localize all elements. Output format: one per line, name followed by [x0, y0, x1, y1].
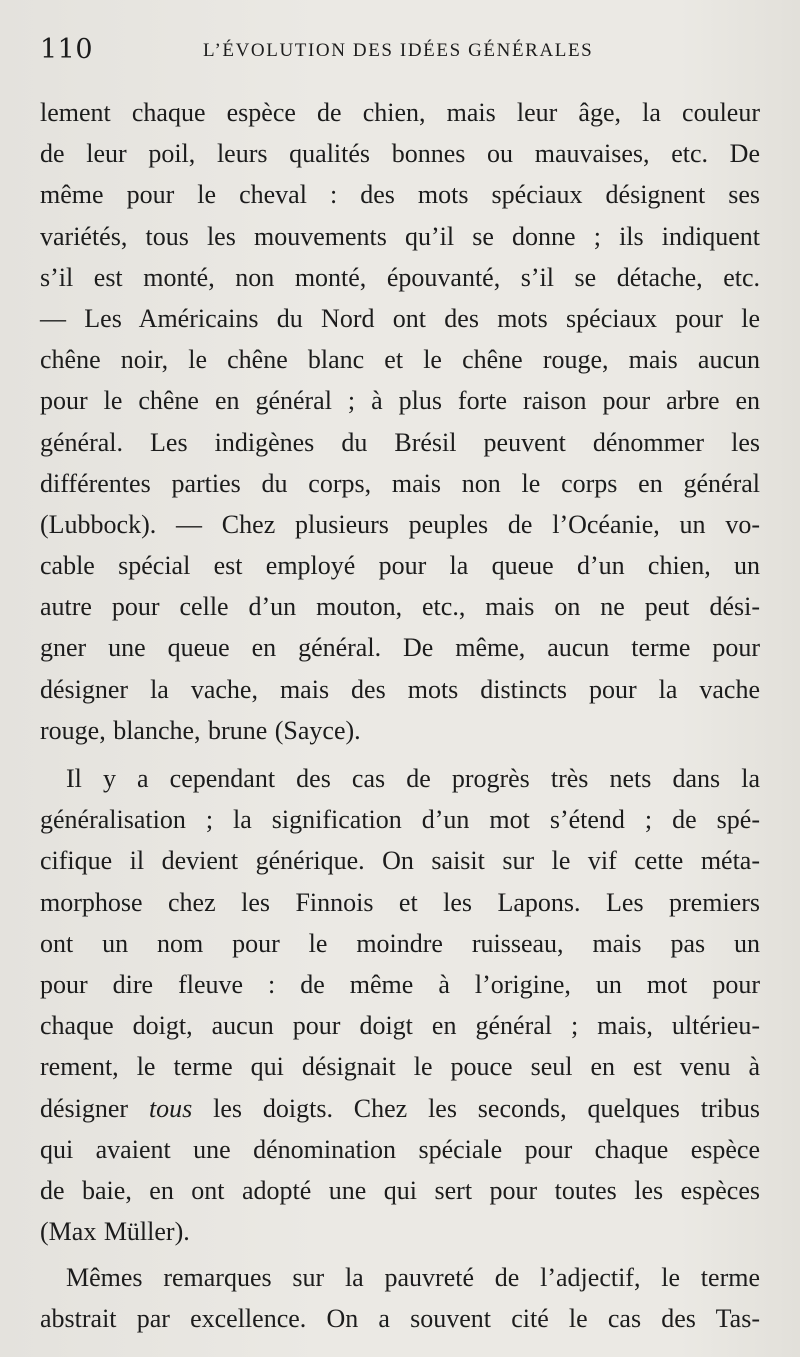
text-line: cifique il devient générique. On saisit sur le vif cette méta-	[40, 846, 760, 876]
text-line: qui avaient une dénomination spéciale pour chaque espèce	[40, 1134, 760, 1164]
paragraph-2	[40, 758, 760, 1252]
text-line: — Les Américains du Nord ont des mots spéciaux pour le	[40, 303, 760, 333]
text-line: ont un nom pour le moindre ruisseau, mais pas un	[40, 928, 760, 958]
running-head	[40, 34, 760, 68]
text-line: rouge, blanche, brune (Sayce).	[40, 715, 361, 745]
text-line: (Lubbock). — Chez plusieurs peuples de l’Océanie, un vo-	[40, 509, 760, 539]
text-line: différentes parties du corps, mais non le corps en général	[40, 468, 760, 498]
text-line: gner une queue en général. De même, aucun terme pour	[40, 633, 760, 663]
text-line: Mêmes remarques sur la pauvreté de l’adjectif, le terme	[66, 1263, 760, 1293]
text-line: chaque doigt, aucun pour doigt en général ; mais, ultérieu-	[40, 1011, 760, 1041]
text-line: de baie, en ont adopté une qui sert pour toutes les espèces	[40, 1175, 760, 1205]
text-line: rement, le terme qui désignait le pouce seul en est venu à	[40, 1052, 760, 1082]
text-line: pour le chêne en général ; à plus forte raison pour arbre en	[40, 386, 760, 416]
text-line: cable spécial est employé pour la queue d’un chien, un	[40, 551, 760, 581]
text-line: s’il est monté, non monté, épouvanté, s’il se détache, etc.	[40, 262, 760, 292]
text-line: généralisation ; la signification d’un mot s’étend ; de spé-	[40, 805, 760, 835]
text-line-with-italic	[40, 1088, 760, 1129]
text-line: variétés, tous les mouvements qu’il se donne ; ils indiquent	[40, 221, 760, 251]
text-segment: désigner	[40, 1093, 149, 1123]
text-line: abstrait par excellence. On a souvent cité le cas des Tas-	[40, 1304, 760, 1334]
text-line: chêne noir, le chêne blanc et le chêne rouge, mais aucun	[40, 345, 760, 375]
text-line: de leur poil, leurs qualités bonnes ou mauvaises, etc. De	[40, 139, 760, 169]
text-line: autre pour celle d’un mouton, etc., mais on ne peut dési-	[40, 592, 760, 622]
text-line: général. Les indigènes du Brésil peuvent dénommer les	[40, 427, 760, 457]
text-line: pour dire fleuve : de même à l’origine, un mot pour	[40, 969, 760, 999]
text-line: morphose chez les Finnois et les Lapons. Les premiers	[40, 887, 760, 917]
text-line: lement chaque espèce de chien, mais leur âge, la couleur	[40, 98, 760, 127]
text-line: Il y a cependant des cas de progrès très nets dans la	[66, 764, 760, 793]
body-text	[40, 92, 760, 1340]
text-line: désigner la vache, mais des mots distincts pour la vache	[40, 674, 760, 704]
text-line: même pour le cheval : des mots spéciaux désignent ses	[40, 180, 760, 210]
paragraph-1	[40, 92, 760, 751]
text-line: (Max Müller).	[40, 1217, 190, 1247]
paragraph-3	[40, 1257, 760, 1339]
running-title: L’ÉVOLUTION DES IDÉES GÉNÉRALES	[203, 40, 594, 61]
text-segment: les doigts. Chez les seconds, quelques tribus	[192, 1093, 760, 1123]
page-number: 110	[40, 34, 94, 65]
italic-word: tous	[148, 1093, 193, 1123]
